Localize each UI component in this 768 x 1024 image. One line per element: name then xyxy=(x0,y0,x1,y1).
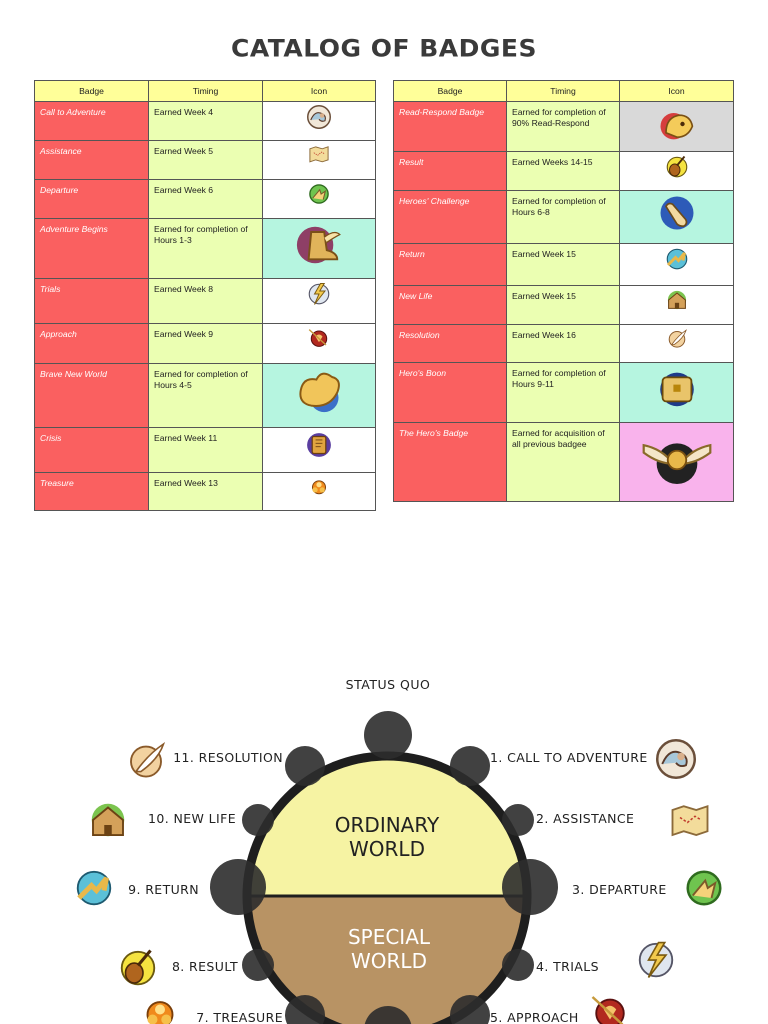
wave-fist-icon xyxy=(263,102,375,132)
ordinary-world-label-line2: WORLD xyxy=(349,837,425,861)
journey-node xyxy=(450,746,490,786)
badge-icon-cell xyxy=(620,325,734,363)
hero-journey-diagram xyxy=(0,660,768,1024)
table-row xyxy=(35,102,376,141)
badge-name-cell: Return xyxy=(394,244,507,286)
badge-timing-cell: Earned for completion of Hours 9-11 xyxy=(507,363,620,423)
badge-name-cell: Resolution xyxy=(394,325,507,363)
badge-name-cell: Approach xyxy=(35,324,149,364)
badge-icon-cell xyxy=(263,279,376,324)
journey-node xyxy=(242,949,274,981)
journey-step-label: 7. TREASURE xyxy=(196,1010,283,1024)
table-row xyxy=(35,141,376,180)
badge-icon-cell xyxy=(263,102,376,141)
badge-name-cell: Brave New World xyxy=(35,364,149,428)
arrow-heart-icon xyxy=(263,324,375,352)
golden-lion-icon xyxy=(620,102,733,146)
badge-name-cell: Call to Adventure xyxy=(35,102,149,141)
journey-node xyxy=(285,746,325,786)
badge-timing-cell: Earned for completion of Hours 1-3 xyxy=(149,219,263,279)
badge-timing-cell: Earned Weeks 14-15 xyxy=(507,152,620,191)
table-row xyxy=(394,191,734,244)
arrow-heart-icon xyxy=(593,997,624,1024)
journey-node xyxy=(210,859,266,915)
badge-timing-cell: Earned Week 15 xyxy=(507,244,620,286)
journey-node xyxy=(502,804,534,836)
map-scroll-icon xyxy=(263,141,375,167)
journey-node xyxy=(502,859,558,915)
badge-timing-cell: Earned Week 13 xyxy=(149,473,263,511)
badge-timing-cell: Earned Week 6 xyxy=(149,180,263,219)
table-header-row xyxy=(394,81,734,102)
badge-timing-cell: Earned for acquisition of all previous badgee xyxy=(507,423,620,502)
quill-icon xyxy=(620,325,733,351)
table-row xyxy=(35,324,376,364)
lightning-icon xyxy=(640,943,673,978)
badge-timing-cell: Earned for completion of Hours 6-8 xyxy=(507,191,620,244)
ordinary-world-label-line1: ORDINARY xyxy=(334,813,440,837)
column-header-icon: Icon xyxy=(263,81,376,102)
golden-cloud-icon xyxy=(263,364,375,416)
badge-icon-cell xyxy=(620,102,734,152)
badge-name-cell: Departure xyxy=(35,180,149,219)
badge-name-cell: Trials xyxy=(35,279,149,324)
badge-timing-cell: Earned Week 16 xyxy=(507,325,620,363)
badge-icon-cell xyxy=(263,180,376,219)
badge-name-cell: Assistance xyxy=(35,141,149,180)
quill-icon xyxy=(131,744,164,777)
journey-step-label: 5. APPROACH xyxy=(490,1010,579,1024)
badge-name-cell: Result xyxy=(394,152,507,191)
table-row xyxy=(394,363,734,423)
badge-icon-cell xyxy=(620,286,734,325)
badge-table-right xyxy=(393,80,734,502)
table-header-row xyxy=(35,81,376,102)
map-scroll-icon xyxy=(673,806,708,835)
badge-icon-cell xyxy=(620,363,734,423)
column-header-timing: Timing xyxy=(507,81,620,102)
cottage-icon xyxy=(92,804,125,837)
status-quo-label: STATUS QUO xyxy=(345,677,431,692)
cottage-icon xyxy=(620,286,733,314)
winged-emblem-icon xyxy=(620,423,733,497)
winged-boot-icon xyxy=(263,219,375,271)
journey-node xyxy=(242,804,274,836)
table-row xyxy=(35,219,376,279)
return-arrow-icon xyxy=(78,872,111,905)
badge-timing-cell: Earned Week 11 xyxy=(149,428,263,473)
badge-name-cell: Crisis xyxy=(35,428,149,473)
journey-step-label: 8. RESULT xyxy=(171,959,238,974)
return-arrow-icon xyxy=(620,244,733,274)
table-row xyxy=(35,473,376,511)
badge-timing-cell: Earned Week 8 xyxy=(149,279,263,324)
journey-step-label: 1. CALL TO ADVENTURE xyxy=(490,750,648,765)
badge-timing-cell: Earned Week 15 xyxy=(507,286,620,325)
journey-step-label: 4. TRIALS xyxy=(536,959,599,974)
badge-timing-cell: Earned Week 4 xyxy=(149,102,263,141)
badge-name-cell: Treasure xyxy=(35,473,149,511)
table-row xyxy=(394,325,734,363)
spellbook-icon xyxy=(263,428,375,462)
lute-icon xyxy=(620,152,733,182)
table-row xyxy=(394,102,734,152)
column-header-badge: Badge xyxy=(35,81,149,102)
green-arrow-icon xyxy=(688,872,721,905)
table-row xyxy=(394,286,734,325)
journey-step-label: 11. RESOLUTION xyxy=(173,750,283,765)
green-arrow-icon xyxy=(263,180,375,208)
treasure-pile-icon xyxy=(263,473,375,499)
table-row xyxy=(394,152,734,191)
column-header-icon: Icon xyxy=(620,81,734,102)
badge-icon-cell xyxy=(263,473,376,511)
journey-node xyxy=(364,711,412,759)
table-row xyxy=(394,423,734,502)
column-header-badge: Badge xyxy=(394,81,507,102)
badge-icon-cell xyxy=(263,364,376,428)
lute-icon xyxy=(122,951,155,985)
badge-icon-cell xyxy=(263,428,376,473)
badge-name-cell: New Life xyxy=(394,286,507,325)
table-row xyxy=(35,180,376,219)
special-world-label-line2: WORLD xyxy=(351,949,427,973)
badge-timing-cell: Earned for completion of 90% Read-Respond xyxy=(507,102,620,152)
treasure-chest-icon xyxy=(620,363,733,411)
badge-icon-cell xyxy=(620,191,734,244)
page-title: CATALOG OF BADGES xyxy=(230,34,538,63)
wave-fist-icon xyxy=(657,740,695,778)
badge-icon-cell xyxy=(263,141,376,180)
lightning-icon xyxy=(263,279,375,309)
column-header-timing: Timing xyxy=(149,81,263,102)
badge-icon-cell xyxy=(263,324,376,364)
badge-name-cell: Read-Respond Badge xyxy=(394,102,507,152)
badge-timing-cell: Earned Week 5 xyxy=(149,141,263,180)
badge-icon-cell xyxy=(620,152,734,191)
badge-table-left xyxy=(34,80,376,511)
badge-icon-cell xyxy=(620,244,734,286)
treasure-pile-icon xyxy=(148,1002,173,1024)
journey-step-label: 3. DEPARTURE xyxy=(572,882,667,897)
table-row xyxy=(35,364,376,428)
badge-name-cell: Adventure Begins xyxy=(35,219,149,279)
table-row xyxy=(35,279,376,324)
badge-name-cell: Heroes' Challenge xyxy=(394,191,507,244)
badge-icon-cell xyxy=(620,423,734,502)
table-row xyxy=(35,428,376,473)
special-world-label-line1: SPECIAL xyxy=(347,925,431,949)
badge-icon-cell xyxy=(263,219,376,279)
table-row xyxy=(394,244,734,286)
badge-name-cell: Hero's Boon xyxy=(394,363,507,423)
badge-timing-cell: Earned Week 9 xyxy=(149,324,263,364)
journey-step-label: 9. RETURN xyxy=(128,882,199,897)
journey-step-label: 10. NEW LIFE xyxy=(148,811,236,826)
badge-name-cell: The Hero's Badge xyxy=(394,423,507,502)
scroll-icon xyxy=(620,191,733,235)
journey-step-label: 2. ASSISTANCE xyxy=(536,811,635,826)
badge-timing-cell: Earned for completion of Hours 4-5 xyxy=(149,364,263,428)
journey-node xyxy=(502,949,534,981)
